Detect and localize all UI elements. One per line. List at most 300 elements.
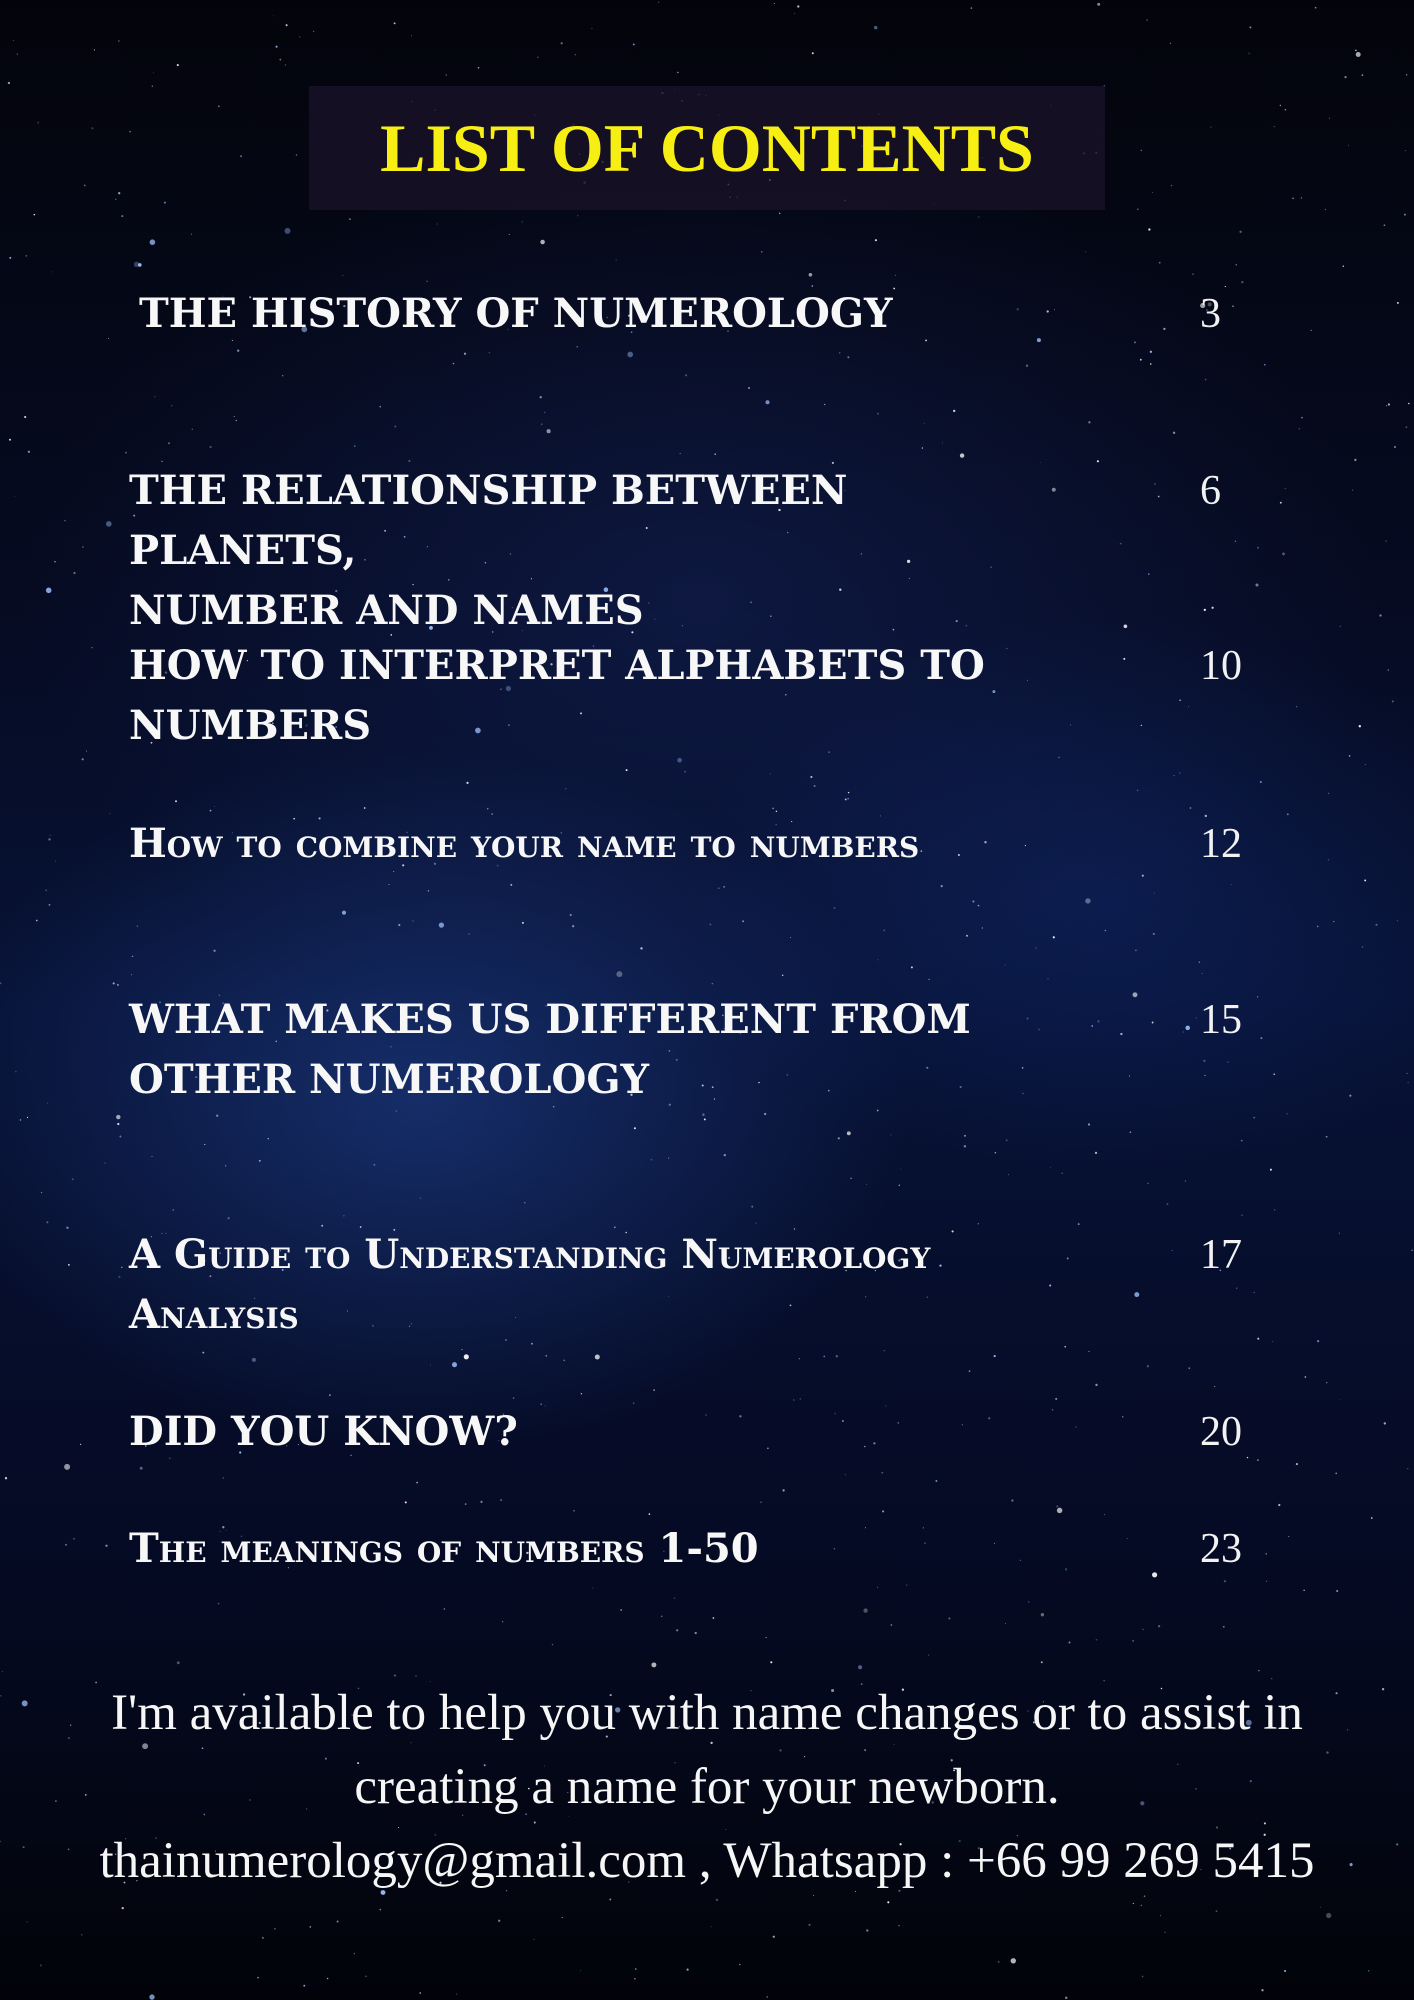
- star: [1284, 1970, 1286, 1972]
- star: [151, 1156, 152, 1157]
- star: [509, 234, 510, 235]
- star: [677, 758, 682, 763]
- star: [794, 13, 795, 14]
- star: [899, 1185, 900, 1186]
- star: [140, 1467, 143, 1470]
- star: [465, 1503, 467, 1505]
- star: [1317, 926, 1319, 928]
- star: [464, 1354, 469, 1359]
- star: [1359, 725, 1361, 727]
- star: [1241, 1215, 1242, 1216]
- star: [1257, 547, 1259, 549]
- star: [416, 1482, 418, 1484]
- star: [978, 905, 980, 907]
- star: [1135, 950, 1137, 952]
- star: [1265, 1553, 1266, 1554]
- star: [15, 1071, 17, 1073]
- star: [709, 924, 711, 926]
- star: [213, 950, 215, 952]
- star: [1296, 1463, 1298, 1465]
- star: [118, 1276, 120, 1278]
- star: [303, 1985, 305, 1987]
- star: [150, 239, 156, 245]
- star: [1005, 1623, 1006, 1624]
- star: [1247, 1457, 1248, 1458]
- star: [430, 1365, 431, 1366]
- star: [1095, 1384, 1097, 1386]
- toc-entry-title: How to combine your name to numbers: [129, 820, 920, 867]
- star: [800, 1398, 801, 1399]
- star: [537, 57, 538, 58]
- star: [1388, 403, 1390, 405]
- star: [1085, 898, 1090, 903]
- star: [895, 275, 896, 276]
- star: [1069, 1642, 1071, 1644]
- star: [1188, 706, 1189, 707]
- toc-entry-page: 12: [1200, 821, 1242, 867]
- star: [218, 1603, 220, 1605]
- star: [1408, 403, 1410, 405]
- star: [137, 925, 139, 927]
- toc-entry-title: THE RELATIONSHIP BETWEEN PLANETS, NUMBER AND NAMES: [129, 467, 848, 634]
- star: [1406, 426, 1408, 428]
- star: [723, 886, 725, 888]
- star: [1340, 626, 1341, 627]
- star: [972, 901, 974, 903]
- star: [1179, 700, 1180, 701]
- page-title: LIST OF CONTENTS: [380, 110, 1034, 186]
- star: [456, 1993, 457, 1994]
- star: [1097, 1020, 1099, 1022]
- toc-entry-page: 15: [1200, 997, 1242, 1043]
- star: [117, 984, 119, 986]
- star: [1317, 1340, 1319, 1342]
- star: [941, 885, 943, 887]
- star: [209, 446, 211, 448]
- star: [275, 46, 277, 48]
- star: [906, 1585, 907, 1586]
- star: [1273, 1073, 1275, 1075]
- star: [848, 792, 849, 793]
- star: [685, 374, 687, 376]
- star: [953, 410, 955, 412]
- star: [227, 1217, 229, 1219]
- star: [48, 838, 50, 840]
- star: [1192, 273, 1193, 274]
- star: [1270, 1169, 1272, 1171]
- star: [1132, 1640, 1134, 1642]
- star: [1133, 1903, 1134, 1904]
- star: [1285, 488, 1286, 489]
- star: [240, 155, 242, 157]
- star: [1285, 109, 1286, 110]
- star: [1315, 7, 1317, 9]
- star: [661, 1615, 663, 1617]
- star: [899, 1925, 900, 1926]
- title-banner: [309, 86, 1105, 210]
- star: [1254, 1292, 1255, 1293]
- star: [86, 751, 87, 752]
- star: [779, 213, 780, 214]
- star: [1204, 609, 1206, 611]
- star: [766, 1637, 767, 1638]
- star: [540, 396, 542, 398]
- star: [1210, 126, 1211, 127]
- star: [1278, 1504, 1280, 1506]
- star: [210, 810, 212, 812]
- star: [1343, 266, 1344, 267]
- star: [153, 73, 154, 74]
- star: [1231, 884, 1232, 885]
- star: [1056, 1505, 1058, 1507]
- star: [310, 1926, 312, 1928]
- star: [279, 59, 281, 61]
- star: [46, 890, 47, 891]
- star: [1211, 607, 1213, 609]
- star: [1292, 197, 1294, 199]
- star: [1225, 286, 1226, 287]
- star: [1129, 1076, 1130, 1077]
- star: [704, 1118, 706, 1120]
- star: [626, 769, 628, 771]
- star: [680, 453, 681, 454]
- star: [234, 416, 235, 417]
- star: [118, 192, 120, 194]
- toc-entry-title: DID YOU KNOW?: [129, 1408, 518, 1455]
- star: [1170, 43, 1171, 44]
- star: [1325, 209, 1326, 210]
- star: [1065, 1997, 1067, 1999]
- star: [1365, 764, 1366, 765]
- star: [790, 937, 791, 938]
- star: [1404, 214, 1406, 216]
- star: [1163, 328, 1165, 330]
- star: [772, 808, 773, 809]
- star: [858, 1665, 862, 1669]
- star: [1171, 185, 1172, 186]
- star: [0, 982, 1, 984]
- star: [119, 1136, 121, 1138]
- star: [1362, 74, 1364, 76]
- footer-line-2: creating a name for your newborn.: [354, 1759, 1060, 1815]
- star: [1384, 1422, 1386, 1424]
- star: [192, 429, 193, 430]
- star: [1223, 1626, 1225, 1628]
- star: [132, 956, 133, 957]
- star: [994, 1355, 996, 1357]
- star: [823, 1356, 825, 1358]
- star: [411, 35, 412, 36]
- star: [1394, 446, 1396, 448]
- star: [1141, 725, 1142, 726]
- star: [66, 1227, 68, 1229]
- star: [439, 922, 444, 927]
- star: [1196, 1017, 1197, 1018]
- star: [24, 416, 26, 418]
- star: [5, 1477, 7, 1479]
- star: [634, 1127, 636, 1129]
- star: [1328, 859, 1329, 860]
- star: [1142, 1976, 1144, 1978]
- star: [453, 363, 454, 364]
- star: [282, 375, 283, 376]
- star: [299, 36, 300, 37]
- star: [116, 1115, 120, 1119]
- star: [1362, 946, 1364, 948]
- star: [191, 234, 192, 235]
- star: [668, 1158, 669, 1159]
- star: [653, 1389, 654, 1390]
- star: [1239, 231, 1241, 233]
- star: [545, 1355, 547, 1357]
- star: [522, 221, 524, 223]
- star: [1041, 1661, 1043, 1663]
- star: [405, 1501, 407, 1503]
- star: [177, 64, 179, 66]
- star: [595, 1355, 600, 1360]
- toc-entry-page: 3: [1200, 291, 1221, 337]
- star: [1164, 1932, 1166, 1934]
- toc-entry-title: The meanings of numbers 1-50: [129, 1525, 759, 1572]
- star: [900, 1169, 901, 1170]
- star: [742, 920, 744, 922]
- star: [724, 1154, 726, 1156]
- star: [1216, 1910, 1218, 1912]
- star: [1035, 947, 1036, 948]
- star: [651, 1159, 653, 1161]
- star: [257, 1977, 259, 1979]
- star: [73, 1538, 75, 1540]
- star: [54, 561, 55, 562]
- star: [1261, 1989, 1263, 1991]
- star: [620, 1609, 621, 1610]
- star: [91, 127, 93, 129]
- star: [1280, 105, 1281, 106]
- star: [1326, 1382, 1327, 1383]
- star: [809, 273, 813, 277]
- star: [8, 82, 10, 84]
- star: [1282, 552, 1285, 555]
- star: [575, 54, 576, 55]
- star: [839, 352, 840, 353]
- star: [1152, 192, 1153, 193]
- star: [154, 396, 155, 397]
- star: [616, 259, 617, 260]
- star: [1375, 924, 1377, 926]
- star: [1386, 405, 1387, 406]
- star: [561, 42, 563, 44]
- star: [49, 904, 51, 906]
- star: [252, 1358, 256, 1362]
- star: [40, 1964, 42, 1966]
- star: [1236, 1288, 1237, 1289]
- star: [1050, 1167, 1051, 1168]
- star: [274, 1928, 276, 1930]
- star: [702, 1114, 704, 1116]
- star: [171, 405, 172, 406]
- star: [774, 3, 775, 4]
- star: [797, 5, 799, 7]
- star: [9, 439, 11, 441]
- star: [1255, 583, 1258, 586]
- star: [1127, 1538, 1128, 1539]
- star: [674, 1597, 675, 1598]
- star: [756, 1223, 757, 1224]
- star: [716, 1899, 718, 1901]
- star: [882, 1510, 884, 1512]
- star: [834, 907, 836, 909]
- star: [437, 224, 438, 225]
- star: [874, 26, 878, 30]
- star: [204, 1144, 205, 1145]
- star: [1257, 996, 1258, 997]
- star: [1137, 790, 1139, 792]
- star: [1368, 1970, 1369, 1971]
- star: [845, 798, 847, 800]
- star: [1236, 264, 1237, 265]
- star: [1339, 1399, 1340, 1400]
- star: [1097, 3, 1100, 6]
- star: [1241, 1140, 1243, 1142]
- star: [577, 346, 578, 347]
- star: [121, 1267, 122, 1268]
- star: [1141, 1905, 1142, 1906]
- star: [1137, 209, 1139, 211]
- star: [1241, 281, 1243, 283]
- star: [522, 922, 524, 924]
- star: [1146, 19, 1148, 21]
- toc-entry-title: A Guide to Understanding Numerology Analysis: [129, 1231, 931, 1338]
- star: [285, 228, 291, 234]
- star: [1204, 1075, 1205, 1076]
- star: [1352, 490, 1353, 491]
- star: [1154, 893, 1155, 894]
- star: [711, 1926, 712, 1927]
- star: [47, 1103, 48, 1104]
- star: [890, 1134, 891, 1135]
- toc-entry-page: 17: [1200, 1232, 1242, 1278]
- star: [592, 1587, 593, 1588]
- star: [1379, 614, 1381, 616]
- star: [616, 971, 622, 977]
- toc-entry-title: HOW TO INTERPRET ALPHABETS TO NUMBERS: [129, 642, 985, 749]
- star: [129, 131, 130, 132]
- star: [1412, 1250, 1413, 1251]
- star: [1148, 573, 1149, 574]
- star: [922, 447, 924, 449]
- star: [845, 1474, 846, 1475]
- star: [168, 442, 170, 444]
- star: [1310, 330, 1312, 332]
- star: [1041, 1613, 1044, 1616]
- star: [978, 216, 979, 217]
- star: [1123, 658, 1125, 660]
- star: [428, 890, 429, 891]
- star: [55, 861, 56, 862]
- star: [1287, 813, 1289, 815]
- star: [1287, 1113, 1288, 1114]
- star: [500, 1499, 502, 1501]
- star: [379, 1909, 381, 1911]
- star: [1105, 930, 1107, 932]
- star: [262, 1937, 264, 1939]
- star: [1344, 76, 1346, 78]
- star: [966, 935, 968, 937]
- star: [1133, 992, 1138, 997]
- star: [1264, 364, 1266, 366]
- footer-line-1: I'm available to help you with name changes or to assist in: [111, 1685, 1303, 1741]
- toc-entry-page: 6: [1200, 468, 1221, 514]
- star: [1258, 1670, 1259, 1671]
- star: [46, 1221, 48, 1223]
- star: [1397, 302, 1399, 304]
- star: [1188, 1367, 1190, 1369]
- star: [379, 406, 380, 407]
- star: [635, 1968, 637, 1970]
- star: [17, 53, 18, 54]
- star: [810, 776, 812, 778]
- star: [354, 445, 356, 447]
- star: [1224, 1580, 1226, 1582]
- star: [1011, 1958, 1016, 1963]
- star: [82, 546, 84, 548]
- star: [1202, 973, 1203, 974]
- star: [1407, 1082, 1409, 1084]
- star: [1006, 1139, 1008, 1141]
- star: [1266, 1581, 1267, 1582]
- star: [911, 966, 913, 968]
- star: [82, 758, 84, 760]
- star: [541, 423, 543, 425]
- star: [394, 22, 396, 24]
- star: [1150, 351, 1152, 353]
- star: [1190, 807, 1192, 809]
- star: [1385, 540, 1386, 541]
- star: [131, 974, 132, 975]
- star: [13, 40, 14, 41]
- star: [1120, 1033, 1122, 1035]
- star: [202, 1352, 204, 1354]
- star: [1058, 757, 1060, 759]
- star: [640, 947, 642, 949]
- star: [214, 806, 215, 807]
- star: [1214, 1386, 1215, 1387]
- star: [25, 255, 27, 257]
- star: [748, 387, 750, 389]
- star: [1320, 1907, 1321, 1908]
- star: [773, 1936, 775, 1938]
- star: [1159, 262, 1161, 264]
- star: [1384, 224, 1386, 226]
- footer-contact-line[interactable]: thainumerology@gmail.com , Whatsapp : +66 99 269 5415: [99, 1833, 1315, 1889]
- star: [1064, 1346, 1066, 1348]
- star: [1028, 1601, 1030, 1603]
- star: [14, 496, 15, 497]
- star: [9, 257, 11, 259]
- star: [468, 933, 469, 934]
- star: [125, 452, 127, 454]
- star: [94, 49, 95, 50]
- star: [563, 1360, 564, 1361]
- star: [883, 929, 884, 930]
- star: [677, 72, 678, 73]
- star: [72, 1178, 74, 1180]
- star: [109, 813, 110, 814]
- star: [52, 271, 53, 272]
- star: [286, 24, 288, 26]
- star: [739, 1964, 740, 1965]
- star: [1147, 1365, 1149, 1367]
